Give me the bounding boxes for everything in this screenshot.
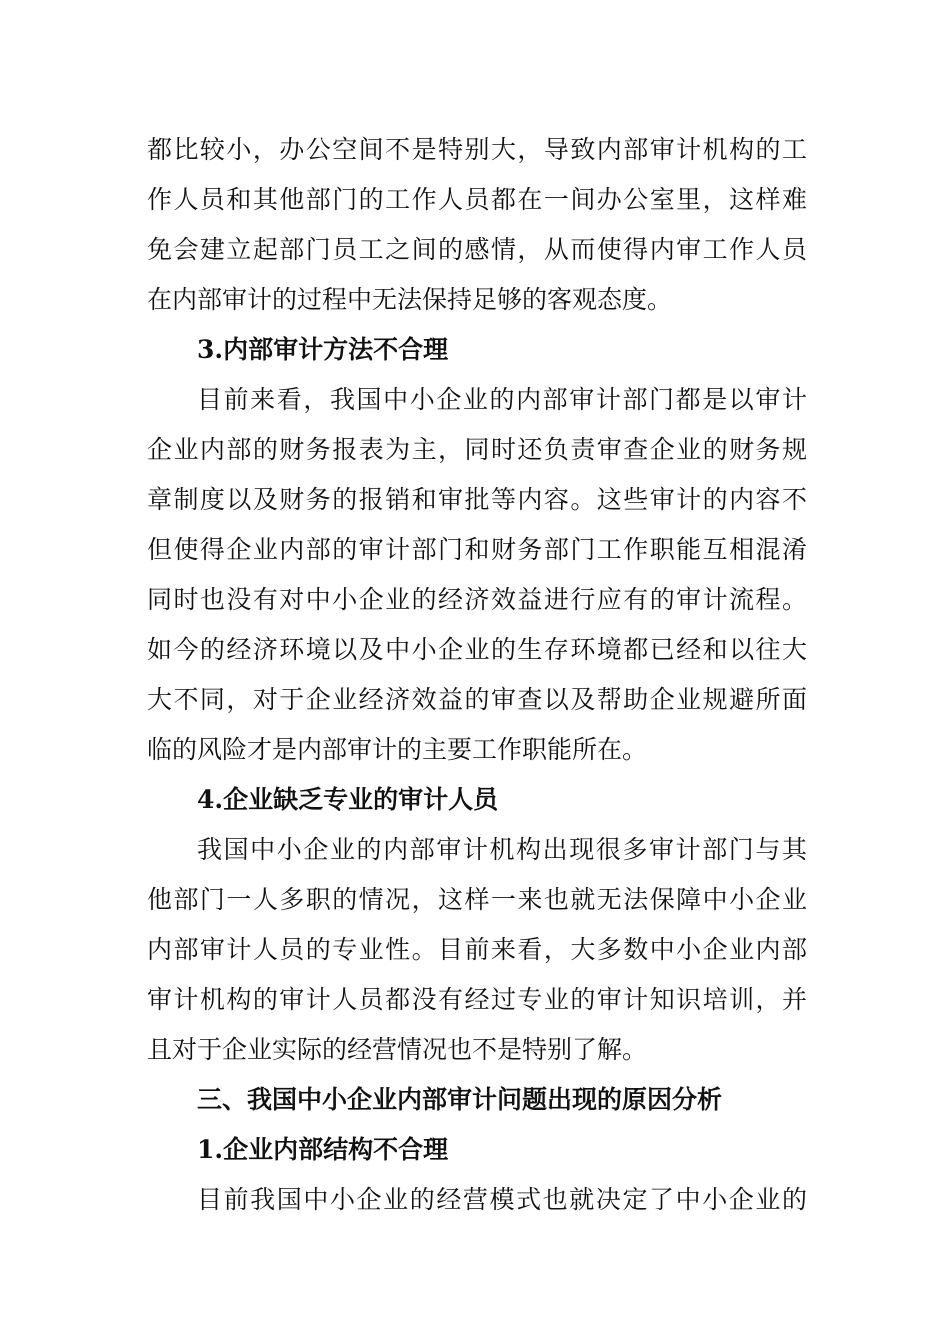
paragraph-line: 章制度以及财务的报销和审批等内容。这些审计的内容不 [147,485,807,514]
paragraph-line: 他部门一人多职的情况，这样一来也就无法保障中小企业 [147,885,807,914]
paragraph-line: 免会建立起部门员工之间的感情，从而使得内审工作人员 [147,235,807,264]
paragraph-line: 作人员和其他部门的工作人员都在一间办公室里，这样难 [147,185,807,214]
paragraph-line: 但使得企业内部的审计部门和财务部门工作职能互相混淆 [147,535,807,564]
paragraph-line: 目前来看，我国中小企业的内部审计部门都是以审计 [197,385,807,414]
paragraph-line: 如今的经济环境以及中小企业的生存环境都已经和以往大 [147,635,807,664]
paragraph-line: 同时也没有对中小企业的经济效益进行应有的审计流程。 [147,585,807,614]
paragraph-line: 审计机构的审计人员都没有经过专业的审计知识培训，并 [147,985,807,1014]
paragraph-line: 企业内部的财务报表为主，同时还负责审查企业的财务规 [147,435,807,464]
paragraph-line: 且对于企业实际的经营情况也不是特别了解。 [147,1035,648,1064]
paragraph-line: 我国中小企业的内部审计机构出现很多审计部门与其 [197,835,807,864]
paragraph-line: 在内部审计的过程中无法保持足够的客观态度。 [147,285,673,314]
section-heading: 3.内部审计方法不合理 [197,335,449,364]
paragraph-line: 都比较小，办公空间不是特别大，导致内部审计机构的工 [147,135,807,164]
paragraph-line: 临的风险才是内部审计的主要工作职能所在。 [147,735,648,764]
chapter-heading: 三、我国中小企业内部审计问题出现的原因分析 [197,1085,723,1114]
paragraph-line: 内部审计人员的专业性。目前来看，大多数中小企业内部 [147,935,807,964]
section-heading: 1.企业内部结构不合理 [197,1135,449,1164]
paragraph-line: 目前我国中小企业的经营模式也就决定了中小企业的 [197,1185,807,1214]
paragraph-line: 大不同，对于企业经济效益的审查以及帮助企业规避所面 [147,685,807,714]
section-heading: 4.企业缺乏专业的审计人员 [197,785,499,814]
